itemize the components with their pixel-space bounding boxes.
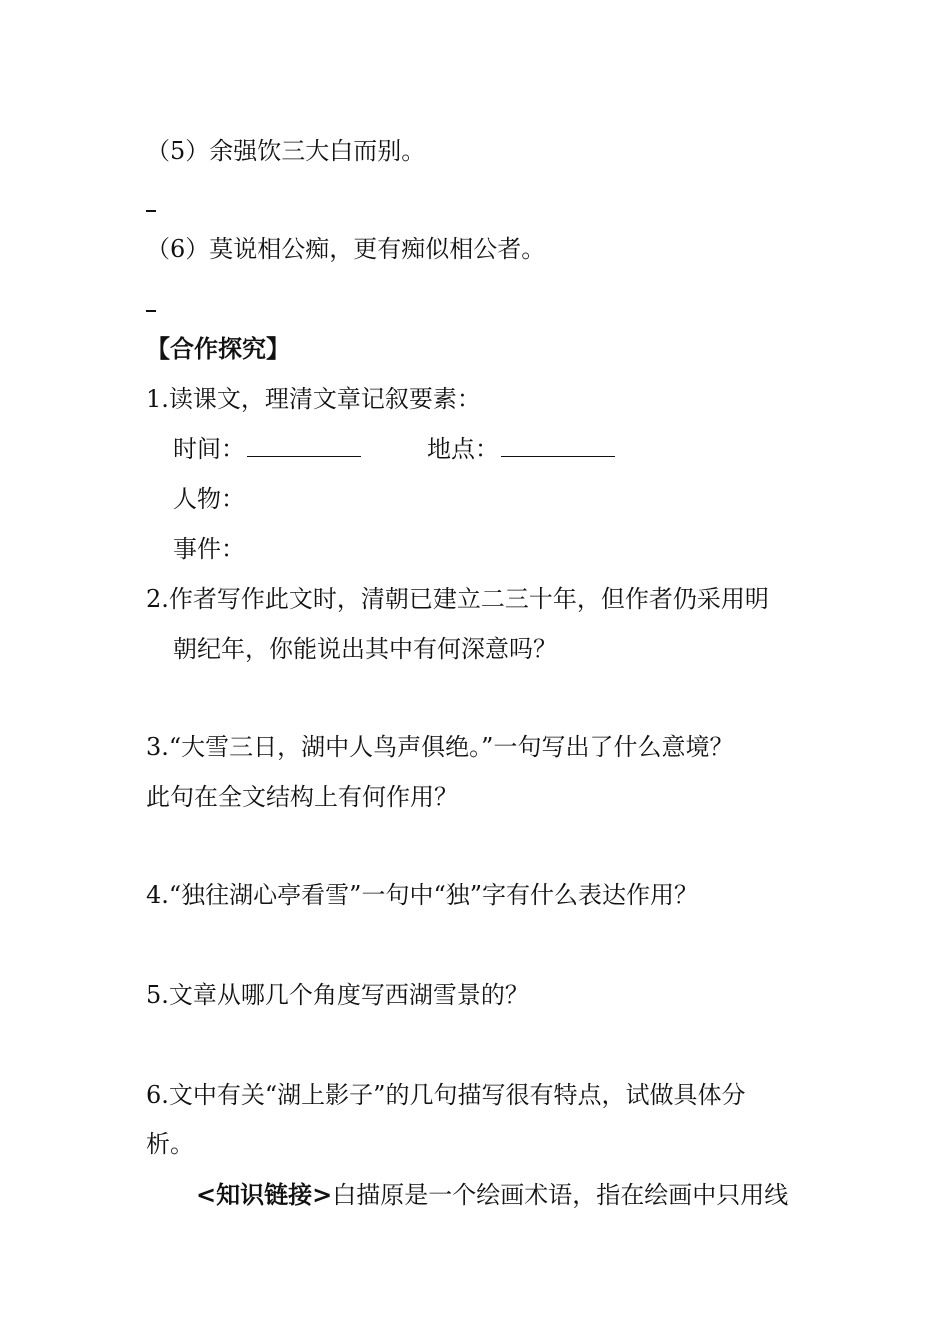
question-6-continuation: 析。 — [146, 1130, 194, 1158]
translation-item-6 — [146, 232, 545, 266]
knowledge-link-paragraph — [196, 1178, 788, 1212]
place-blank[interactable] — [501, 434, 615, 457]
translation-item-5 — [146, 134, 425, 168]
item-label: （5） — [146, 137, 210, 165]
knowledge-link-text: 白描原是一个绘画术语，指在绘画中只用线 — [332, 1181, 789, 1209]
people-label: 人物： — [173, 485, 245, 513]
question-3-continuation: 此句在全文结构上有何作用？ — [146, 783, 458, 811]
question-3 — [146, 730, 733, 764]
item-label: （6） — [146, 235, 210, 263]
knowledge-link-tag: <知识链接> — [196, 1180, 333, 1209]
place-label: 地点： — [427, 435, 499, 463]
question-text: 文中有关“湖上影子”的几句描写很有特点，试做具体分 — [168, 1081, 746, 1109]
question-2 — [146, 582, 769, 616]
answer-blank-6 — [146, 310, 156, 312]
question-number: 2. — [146, 585, 169, 613]
question-number: 5. — [146, 981, 169, 1009]
question-5 — [146, 978, 529, 1012]
question-text: 文章从哪几个角度写西湖雪景的？ — [168, 981, 529, 1009]
question-text: 作者写作此文时，清朝已建立二三十年，但作者仍采用明 — [168, 585, 769, 613]
section-heading: 【合作探究】 — [146, 335, 290, 363]
event-label: 事件： — [173, 535, 245, 563]
time-blank[interactable] — [247, 434, 361, 457]
question-number: 4. — [146, 881, 169, 909]
question-number: 1. — [146, 385, 169, 413]
question-number: 3. — [146, 733, 169, 761]
item-text: 余强饮三大白而别。 — [209, 137, 426, 165]
q1-time-place-row — [173, 432, 615, 466]
item-text: 莫说相公痴，更有痴似相公者。 — [209, 235, 546, 263]
question-6 — [146, 1078, 745, 1112]
question-text: 读课文，理清文章记叙要素： — [168, 385, 481, 413]
question-1 — [146, 382, 481, 416]
question-4 — [146, 878, 698, 912]
answer-blank-5 — [146, 210, 156, 212]
time-label: 时间： — [173, 435, 245, 463]
question-text: “大雪三日，湖中人鸟声俱绝。”一句写出了什么意境？ — [168, 733, 734, 761]
question-number: 6. — [146, 1081, 169, 1109]
question-2-continuation: 朝纪年，你能说出其中有何深意吗？ — [173, 635, 557, 663]
question-text: “独往湖心亭看雪”一句中“独”字有什么表达作用？ — [168, 881, 698, 909]
